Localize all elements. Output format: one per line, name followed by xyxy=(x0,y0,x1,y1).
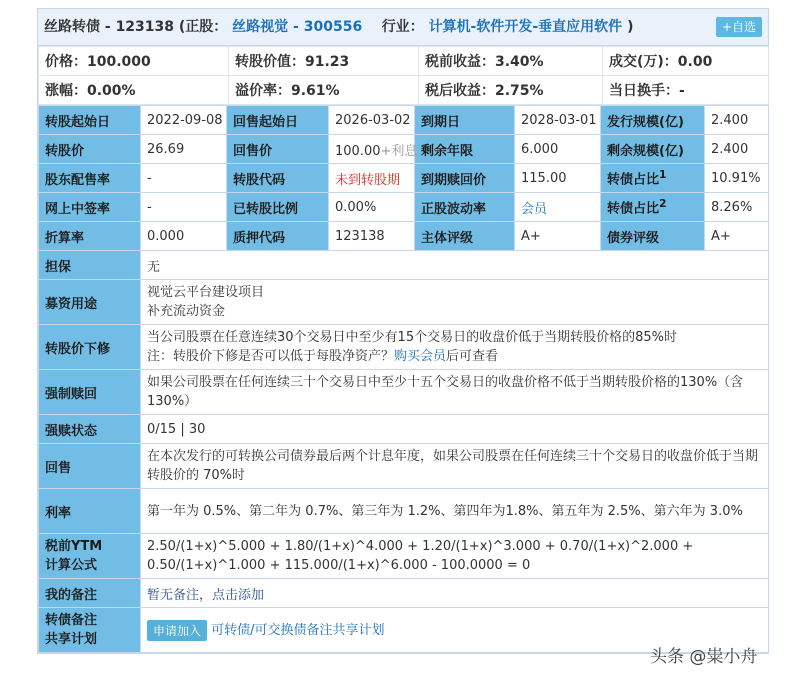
grid-row xyxy=(39,222,769,251)
discount-rate-label: 折算率 xyxy=(39,222,141,251)
notes-row xyxy=(39,579,769,608)
reset-row xyxy=(39,325,769,370)
placement-rate-value: - xyxy=(141,164,227,193)
maturity-value: 2028-03-01 xyxy=(515,106,601,135)
pretax-yield-cell: 税前收益：3.40% xyxy=(419,47,603,76)
quote-row xyxy=(39,76,769,105)
stock-name-link[interactable]: 丝路视觉 xyxy=(232,19,289,35)
lottery-rate-label: 网上中签率 xyxy=(39,193,141,222)
change-cell: 涨幅：0.00% xyxy=(39,76,229,105)
notes-label: 我的备注 xyxy=(39,579,141,608)
issuer-rating-label: 主体评级 xyxy=(415,222,515,251)
bond-name: 丝路转债 xyxy=(44,19,100,35)
shared-plan-label: 转债备注 共享计划 xyxy=(39,608,141,653)
interest-suffix: +利息 xyxy=(380,143,418,159)
bond-ratio1-value: 10.91% xyxy=(705,164,769,193)
bond-rating-value: A+ xyxy=(705,222,769,251)
funds-label: 募资用途 xyxy=(39,280,141,325)
pledge-code-label: 质押代码 xyxy=(227,222,329,251)
pledge-code-value: 123138 xyxy=(329,222,415,251)
price-cell: 价格：100.000 xyxy=(39,47,229,76)
redeem-price-label: 到期赎回价 xyxy=(415,164,515,193)
bond-ratio1-label: 转债占比$^1$ xyxy=(601,164,705,193)
bond-detail-panel xyxy=(37,8,769,654)
rate-label: 利率 xyxy=(39,489,141,534)
putback-label: 回售 xyxy=(39,444,141,489)
force-redeem-row xyxy=(39,370,769,415)
conversion-value-cell: 转股价值：91.23 xyxy=(229,47,419,76)
put-price-label: 回售价 xyxy=(227,135,329,164)
redeem-status-row xyxy=(39,415,769,444)
bond-ratio2-label: 转债占比$^2$ xyxy=(601,193,705,222)
conv-price-value: 26.69 xyxy=(141,135,227,164)
industry-label: 行业 xyxy=(381,19,410,35)
grid-row xyxy=(39,164,769,193)
rate-value: 第一年为 0.5%、第二年为 0.7%、第三年为 1.2%、第四年为1.8%、第五年为 2.5%、第六年为 3.0% xyxy=(141,489,769,534)
reset-clause: 当公司股票在任意连续30个交易日中至少有15个交易日的收盘价低于当期转股价格的85%时 xyxy=(147,330,677,345)
ytm-label: 税前YTM 计算公式 xyxy=(39,534,141,579)
force-redeem-value: 如果公司股票在任何连续三十个交易日中至少十五个交易日的收盘价格不低于当期转股价格的130%（含130%） xyxy=(141,370,769,415)
remaining-years-value: 6.000 xyxy=(515,135,601,164)
add-note-link[interactable]: 暂无备注，点击添加 xyxy=(141,579,769,608)
put-start-label: 回售起始日 xyxy=(227,106,329,135)
redeem-status-label: 强赎状态 xyxy=(39,415,141,444)
turnover-cell: 当日换手：- xyxy=(603,76,769,105)
placement-rate-label: 股东配售率 xyxy=(39,164,141,193)
converted-ratio-label: 已转股比例 xyxy=(227,193,329,222)
issue-size-value: 2.400 xyxy=(705,106,769,135)
apply-join-button[interactable]: 申请加入 xyxy=(147,620,207,641)
shared-plan-link[interactable]: 可转债/可交换债备注共享计划 xyxy=(211,623,385,638)
remaining-size-label: 剩余规模(亿) xyxy=(601,135,705,164)
price-value: 100.000 xyxy=(87,54,151,70)
stock-label: 正股 xyxy=(185,19,214,35)
buy-member-link[interactable]: 购买会员 xyxy=(394,349,447,364)
stock-code-link[interactable]: 300556 xyxy=(303,19,363,35)
terms-grid xyxy=(38,105,769,653)
bond-rating-label: 债券评级 xyxy=(601,222,705,251)
put-price-cell xyxy=(329,135,418,164)
reset-value xyxy=(141,325,769,370)
industry-link[interactable]: 计算机-软件开发-垂直应用软件 xyxy=(428,19,623,35)
premium-cell: 溢价率：9.61% xyxy=(229,76,419,105)
quote-row xyxy=(39,47,769,76)
conv-code-value: 未到转股期 xyxy=(329,164,415,193)
redeem-price-value: 115.00 xyxy=(515,164,601,193)
bond-ratio2-value: 8.26% xyxy=(705,193,769,222)
maturity-label: 到期日 xyxy=(415,106,515,135)
conv-code-label: 转股代码 xyxy=(227,164,329,193)
guarantee-label: 担保 xyxy=(39,251,141,280)
quote-table xyxy=(38,46,769,105)
funds-line: 补充流动资金 xyxy=(147,304,226,319)
member-link[interactable]: 会员 xyxy=(515,193,601,222)
force-redeem-label: 强制赎回 xyxy=(39,370,141,415)
funds-value xyxy=(141,280,769,325)
bond-code: 123138 xyxy=(115,19,175,35)
watermark: 头条 @粜小舟 xyxy=(650,647,758,667)
issuer-rating-value: A+ xyxy=(515,222,601,251)
remaining-years-label: 剩余年限 xyxy=(415,135,515,164)
conv-price-label: 转股价 xyxy=(39,135,141,164)
discount-rate-value: 0.000 xyxy=(141,222,227,251)
put-start-value: 2026-03-02 xyxy=(329,106,415,135)
issue-size-label: 发行规模(亿) xyxy=(601,106,705,135)
putback-row xyxy=(39,444,769,489)
volatility-label: 正股波动率 xyxy=(415,193,515,222)
grid-row xyxy=(39,193,769,222)
remaining-size-value: 2.400 xyxy=(705,135,769,164)
lottery-rate-value: - xyxy=(141,193,227,222)
put-price-value: 100.00 xyxy=(335,143,381,159)
guarantee-row xyxy=(39,251,769,280)
ytm-row xyxy=(39,534,769,579)
converted-ratio-value: 0.00% xyxy=(329,193,415,222)
putback-value: 在本次发行的可转换公司债券最后两个计息年度，如果公司股票在任何连续三十个交易日的收盘价低于当期转股价的 70%时 xyxy=(141,444,769,489)
redeem-status-value: 0/15 | 30 xyxy=(141,415,769,444)
grid-row xyxy=(39,106,769,135)
funds-row xyxy=(39,280,769,325)
reset-note: 注：转股价下修是否可以低于每股净资产？购买会员后可查看 xyxy=(147,349,499,364)
add-watchlist-button[interactable]: +自选 xyxy=(716,17,762,37)
title-bar: 丝路转债 - 123138 (正股： 丝路视觉 - 300556 行业： 计算机-软件开发-垂直应用软件 ) +自选 xyxy=(38,9,768,46)
guarantee-value: 无 xyxy=(141,251,769,280)
aftertax-yield-cell: 税后收益：2.75% xyxy=(419,76,603,105)
ytm-formula: 2.50/(1+x)^5.000 + 1.80/(1+x)^4.000 + 1.20/(1+x)^3.000 + 0.70/(1+x)^2.000 + 0.50/(1+x)^1.000 + 115.000/(1+x)^6.000 - 100.0000 = 0 xyxy=(141,534,769,579)
volume-cell: 成交(万)：0.00 xyxy=(603,47,769,76)
grid-row xyxy=(39,135,769,164)
reset-label: 转股价下修 xyxy=(39,325,141,370)
funds-line: 视觉云平台建设项目 xyxy=(147,285,265,300)
conv-start-value: 2022-09-08 xyxy=(141,106,227,135)
conv-start-label: 转股起始日 xyxy=(39,106,141,135)
rate-row xyxy=(39,489,769,534)
